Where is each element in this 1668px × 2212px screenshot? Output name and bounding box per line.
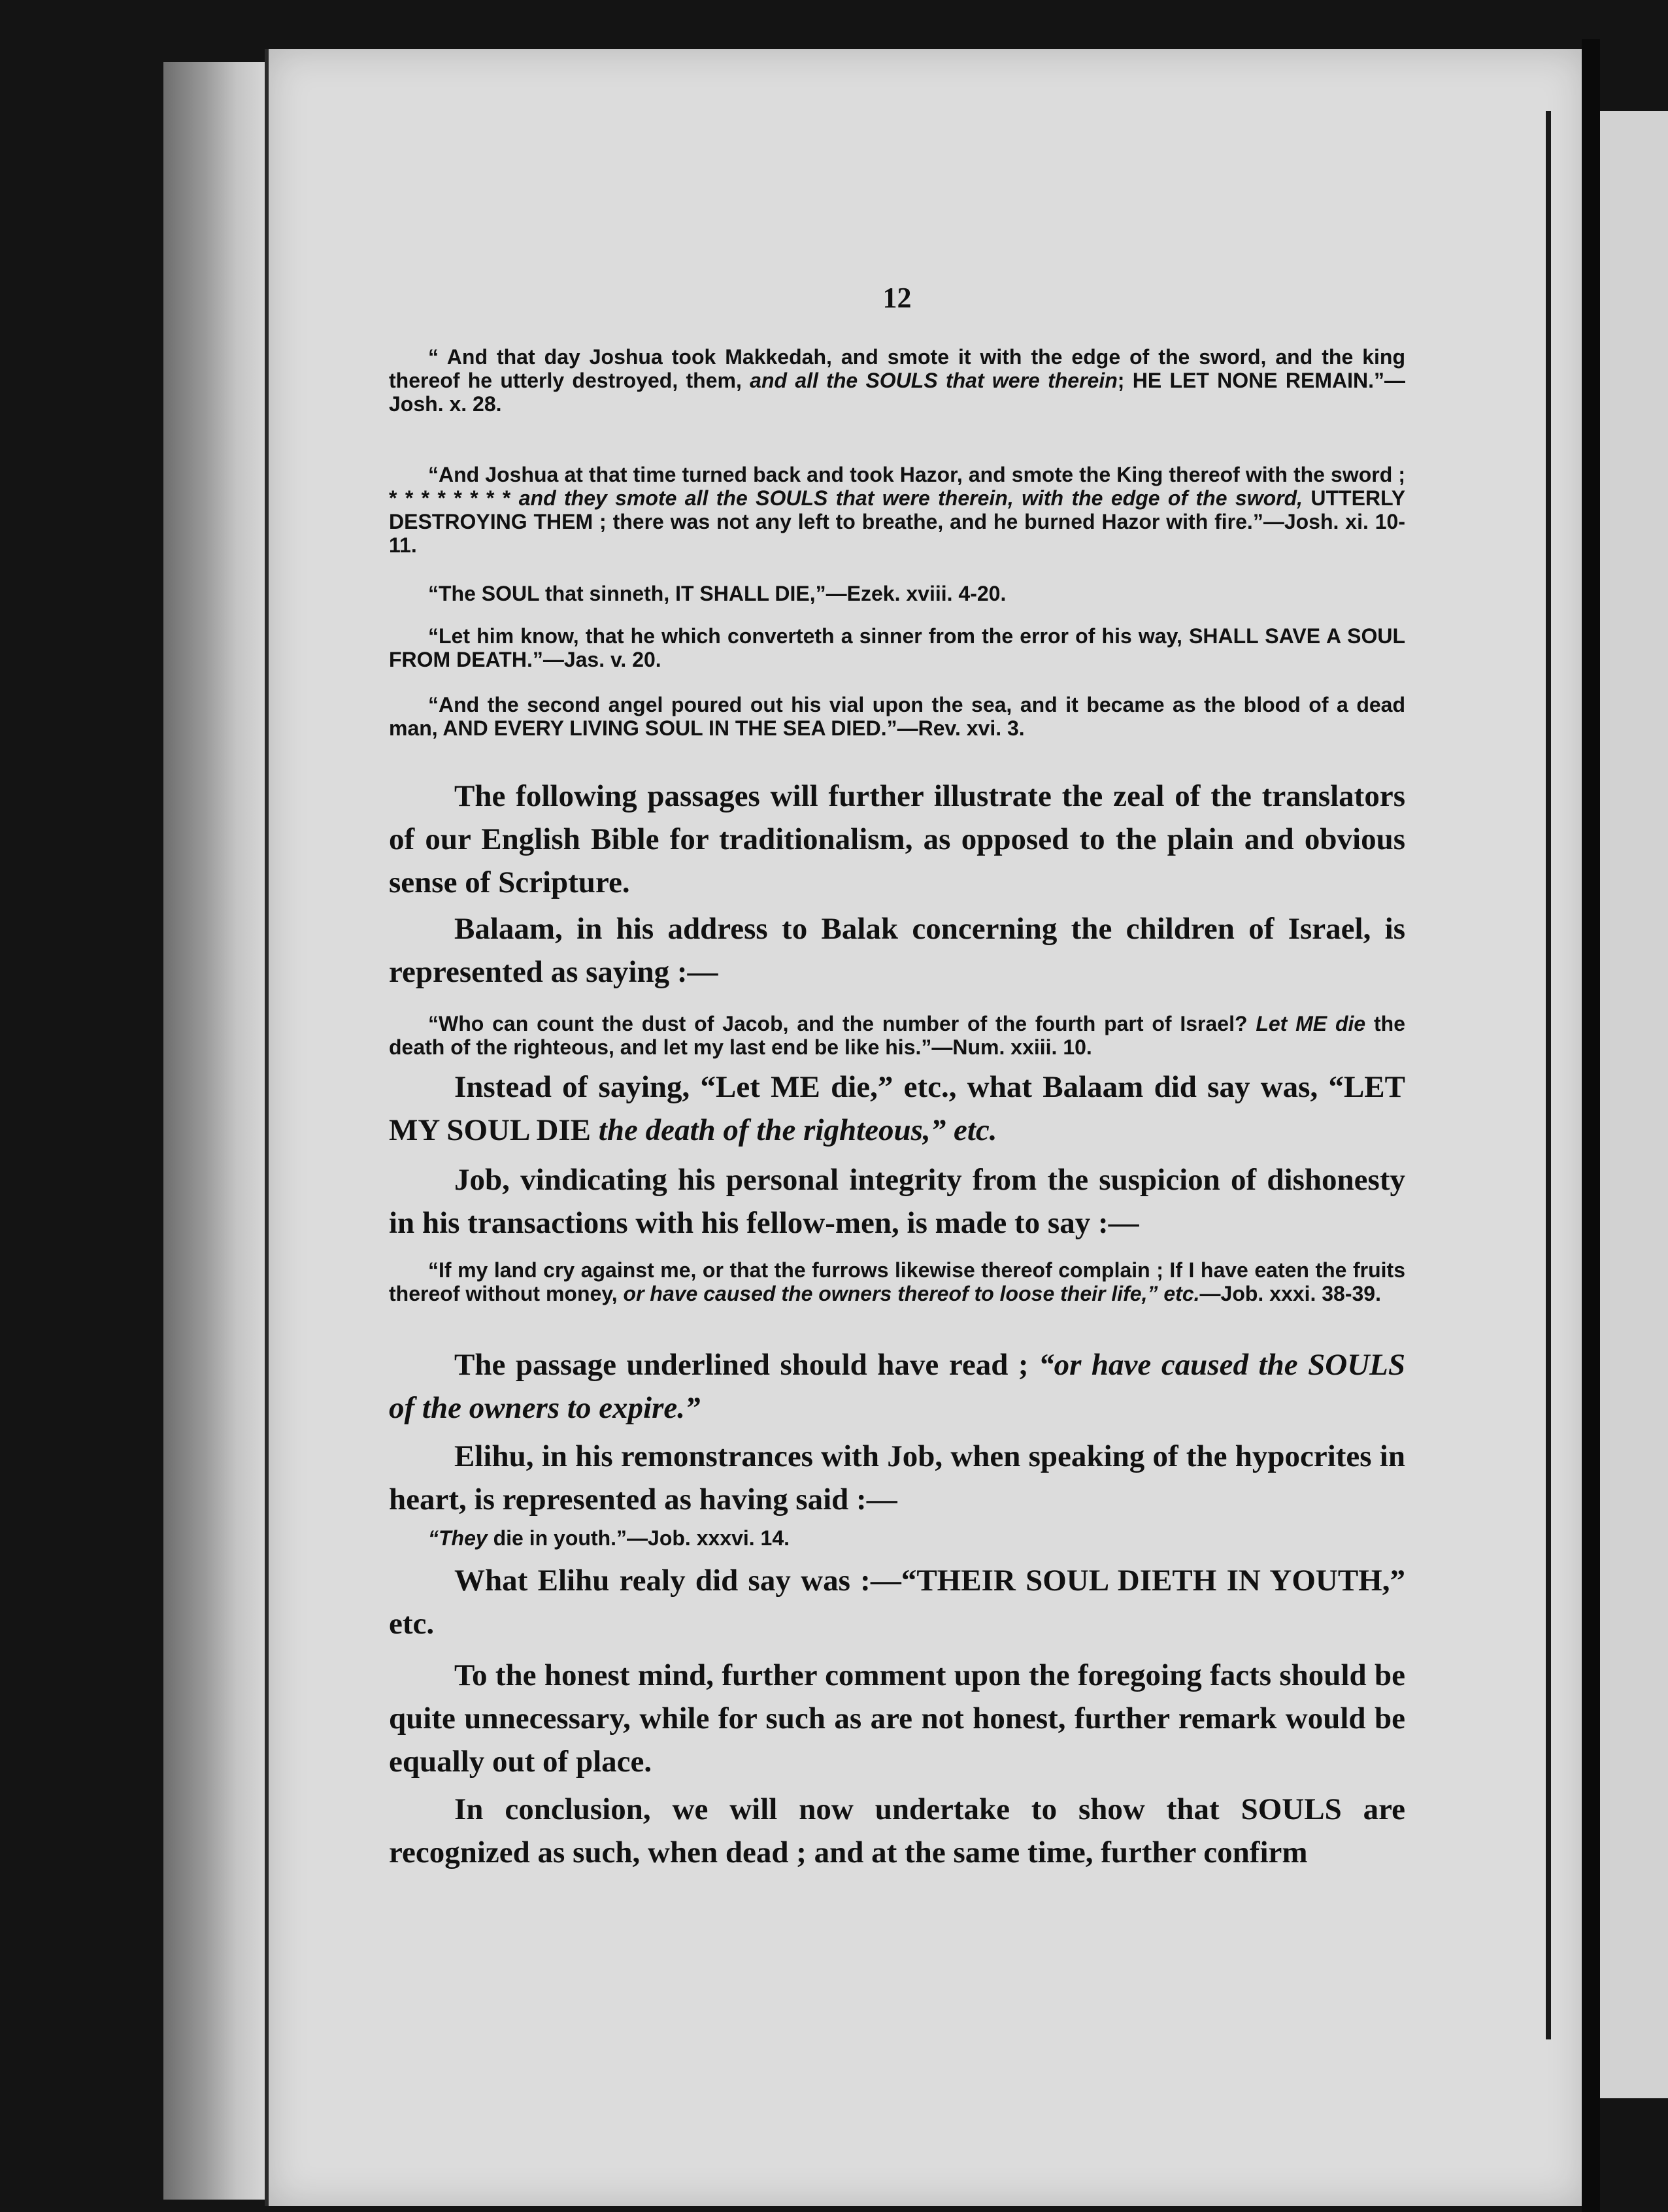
quote-text: “And Joshua at that time turned back and took Hazor, and smote the King thereof with the sword ; * * * * * * * * — [389, 463, 1405, 510]
quote-emphasis: and they smote all the SOULS that were therein, with the edge of the sword, — [518, 486, 1303, 510]
quote-text: “Who can count the dust of Jacob, and the number of the fourth part of Israel? — [428, 1012, 1248, 1035]
paragraph-emphasis: “or have caused the SOULS of the owners to expire.” — [389, 1348, 1405, 1425]
facing-page-edge — [1600, 111, 1668, 2098]
page-fold-line — [1546, 111, 1551, 2039]
quote-josh-xi — [389, 463, 1405, 557]
quote-emphasis: Let ME die — [1256, 1012, 1366, 1035]
quote-job-xxxi — [389, 1258, 1405, 1305]
quote-text: the death of the righteous, and let my last end be like his.”—Num. xxiii. 10. — [389, 1012, 1405, 1059]
quote-josh-x — [389, 345, 1405, 416]
page-edge-shadow — [1582, 39, 1600, 2212]
quote-job-xxxvi — [389, 1526, 1405, 1550]
quote-emphasis: “They — [428, 1526, 488, 1550]
paragraph-let-my-soul-die — [389, 1065, 1405, 1152]
quote-text: “ And that day Joshua took Makkedah, and smote it with the edge of the sword, and the king thereof he utterly destroyed, them, — [389, 345, 1405, 392]
paragraph-job-integrity: Job, vindicating his personal integrity from the suspicion of dishonesty in his transactions with his fellow-men, is made to say :— — [389, 1163, 1405, 1240]
quote-num — [389, 1012, 1405, 1059]
quote-emphasis: or have caused the owners thereof to loose their life,” etc. — [623, 1282, 1200, 1305]
quote-text: —Job. xxxi. 38-39. — [1199, 1282, 1381, 1305]
quote-jas: “Let him know, that he which converteth a sinner from the error of his way, SHALL SAVE A SOUL FROM DEATH.”—Jas. v. 20. — [389, 624, 1405, 671]
paragraph-conclusion: In conclusion, we will now undertake to show that SOULS are recognized as such, when dead ; and at the same time, further confirm — [389, 1792, 1405, 1869]
quote-text: “If my land cry against me, or that the furrows likewise thereof complain ; If I have eaten the fruits thereof without money, — [389, 1258, 1405, 1305]
paragraph-text: The passage underlined should have read ; — [454, 1348, 1029, 1382]
quote-text: UTTERLY DESTROYING THEM ; there was not any left to breathe, and he burned Hazor with fire.”—Josh. xi. 10-11. — [389, 486, 1406, 557]
paragraph-emphasis: the death of the righteous,” etc. — [598, 1113, 997, 1147]
quote-text: die in youth.”—Job. xxxvi. 14. — [493, 1526, 790, 1550]
paragraph-their-soul-dieth: What Elihu realy did say was :—“THEIR SOUL DIETH IN YOUTH,” etc. — [389, 1564, 1405, 1641]
quote-emphasis: and all the SOULS that were therein — [750, 369, 1118, 392]
paragraph-elihu: Elihu, in his remonstrances with Job, when speaking of the hypocrites in heart, is represented as having said :— — [389, 1439, 1405, 1517]
paragraph-passage-underlined — [389, 1343, 1405, 1430]
quote-rev: “And the second angel poured out his vial upon the sea, and it became as the blood of a dead man, AND EVERY LIVING SOUL IN THE SEA DIED.”—Rev. xvi. 3. — [389, 693, 1405, 740]
paragraph-traditionalism: The following passages will further illustrate the zeal of the translators of our English Bible for traditionalism, as opposed to the plain and obvious sense of Scripture. — [389, 779, 1405, 899]
quote-text: ; HE LET NONE REMAIN.”—Josh. x. 28. — [389, 369, 1406, 416]
paragraph-honest-mind: To the honest mind, further comment upon the foregoing facts should be quite unnecessary, while for such as are not honest, further remark would be equally out of place. — [389, 1658, 1405, 1779]
paragraph-text: Instead of saying, “Let ME die,” etc., what Balaam did say was, “LET MY SOUL DIE — [389, 1070, 1405, 1147]
paragraph-balaam: Balaam, in his address to Balak concerning the children of Israel, is represented as saying :— — [389, 912, 1405, 989]
page-number: 12 — [882, 282, 912, 314]
book-spine-edge — [163, 62, 268, 2200]
quote-ezek: “The SOUL that sinneth, IT SHALL DIE,”—Ezek. xviii. 4-20. — [428, 582, 1007, 605]
